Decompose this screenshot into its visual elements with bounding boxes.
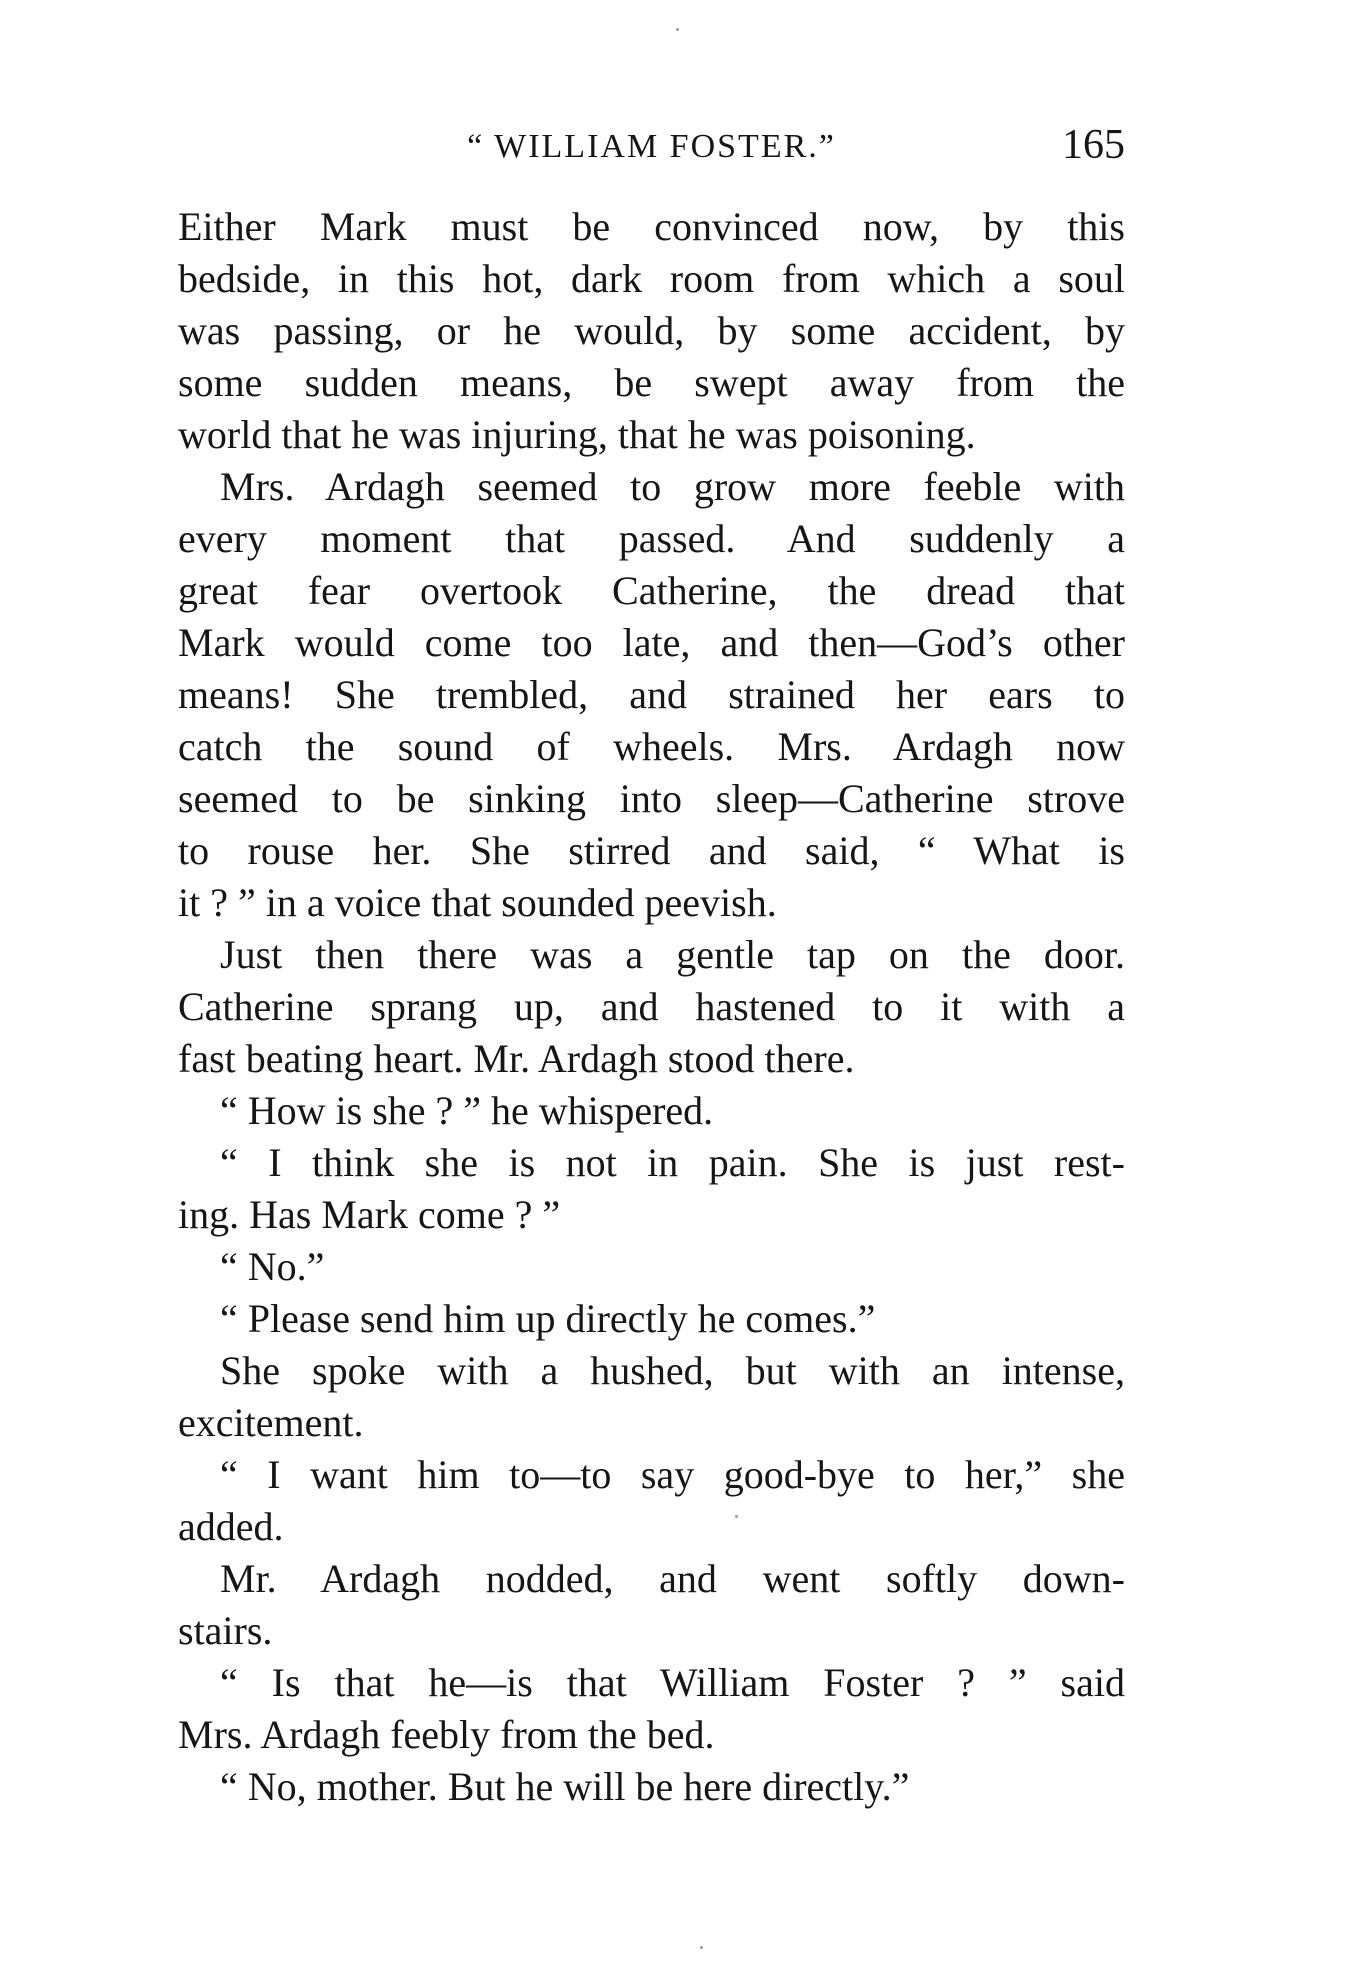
text-line: added.: [178, 1504, 284, 1549]
text-line: great fear overtook Catherine, the dread that: [178, 568, 1125, 613]
running-head: “ WILLIAM FOSTER.”: [467, 128, 836, 165]
dialogue-line: “ I think she is not in pain. She is just rest-: [220, 1140, 1125, 1185]
text-line: means! She trembled, and strained her ears to: [178, 672, 1125, 717]
dialogue-line: “ Is that he—is that William Foster ? ” said: [220, 1660, 1125, 1705]
text-line: Either Mark must be convinced now, by this: [178, 204, 1125, 249]
page-number: 165: [1062, 122, 1125, 168]
dialogue-line: “ I want him to—to say good-bye to her,” she: [220, 1452, 1125, 1497]
paragraph-first-line: Mrs. Ardagh seemed to grow more feeble with: [220, 464, 1125, 509]
text-line: seemed to be sinking into sleep—Catherine strove: [178, 776, 1125, 821]
text-line: ing. Has Mark come ? ”: [178, 1192, 561, 1237]
body-text: [178, 201, 1125, 1813]
paragraph-first-line: Just then there was a gentle tap on the door.: [220, 932, 1125, 977]
text-line: was passing, or he would, by some accident, by: [178, 308, 1125, 353]
text-line: Mrs. Ardagh feebly from the bed.: [178, 1712, 715, 1757]
paper-speck: [676, 28, 679, 31]
text-line: catch the sound of wheels. Mrs. Ardagh now: [178, 724, 1125, 769]
paper-speck: [735, 1515, 738, 1518]
text-line: stairs.: [178, 1608, 273, 1653]
text-line: every moment that passed. And suddenly a: [178, 516, 1125, 561]
paragraph-first-line: She spoke with a hushed, but with an intense,: [220, 1348, 1125, 1393]
paragraph-first-line: Mr. Ardagh nodded, and went softly down-: [220, 1556, 1125, 1601]
text-line: bedside, in this hot, dark room from which a soul: [178, 256, 1125, 301]
dialogue-line: “ Please send him up directly he comes.”: [220, 1296, 876, 1341]
text-line: it ? ” in a voice that sounded peevish.: [178, 880, 777, 925]
dialogue-line: “ No.”: [220, 1244, 325, 1289]
text-line: world that he was injuring, that he was poisoning.: [178, 412, 976, 457]
text-line: some sudden means, be swept away from the: [178, 360, 1125, 405]
text-line: excitement.: [178, 1400, 364, 1445]
text-line: Catherine sprang up, and hastened to it with a: [178, 984, 1125, 1029]
text-line: fast beating heart. Mr. Ardagh stood there.: [178, 1036, 855, 1081]
page-header: [178, 122, 1125, 172]
dialogue-line: “ No, mother. But he will be here directly.”: [220, 1764, 910, 1809]
text-line: to rouse her. She stirred and said, “ What is: [178, 828, 1125, 873]
dialogue-line: “ How is she ? ” he whispered.: [220, 1088, 714, 1133]
paper-speck: [700, 1946, 703, 1949]
text-line: Mark would come too late, and then—God’s other: [178, 620, 1125, 665]
